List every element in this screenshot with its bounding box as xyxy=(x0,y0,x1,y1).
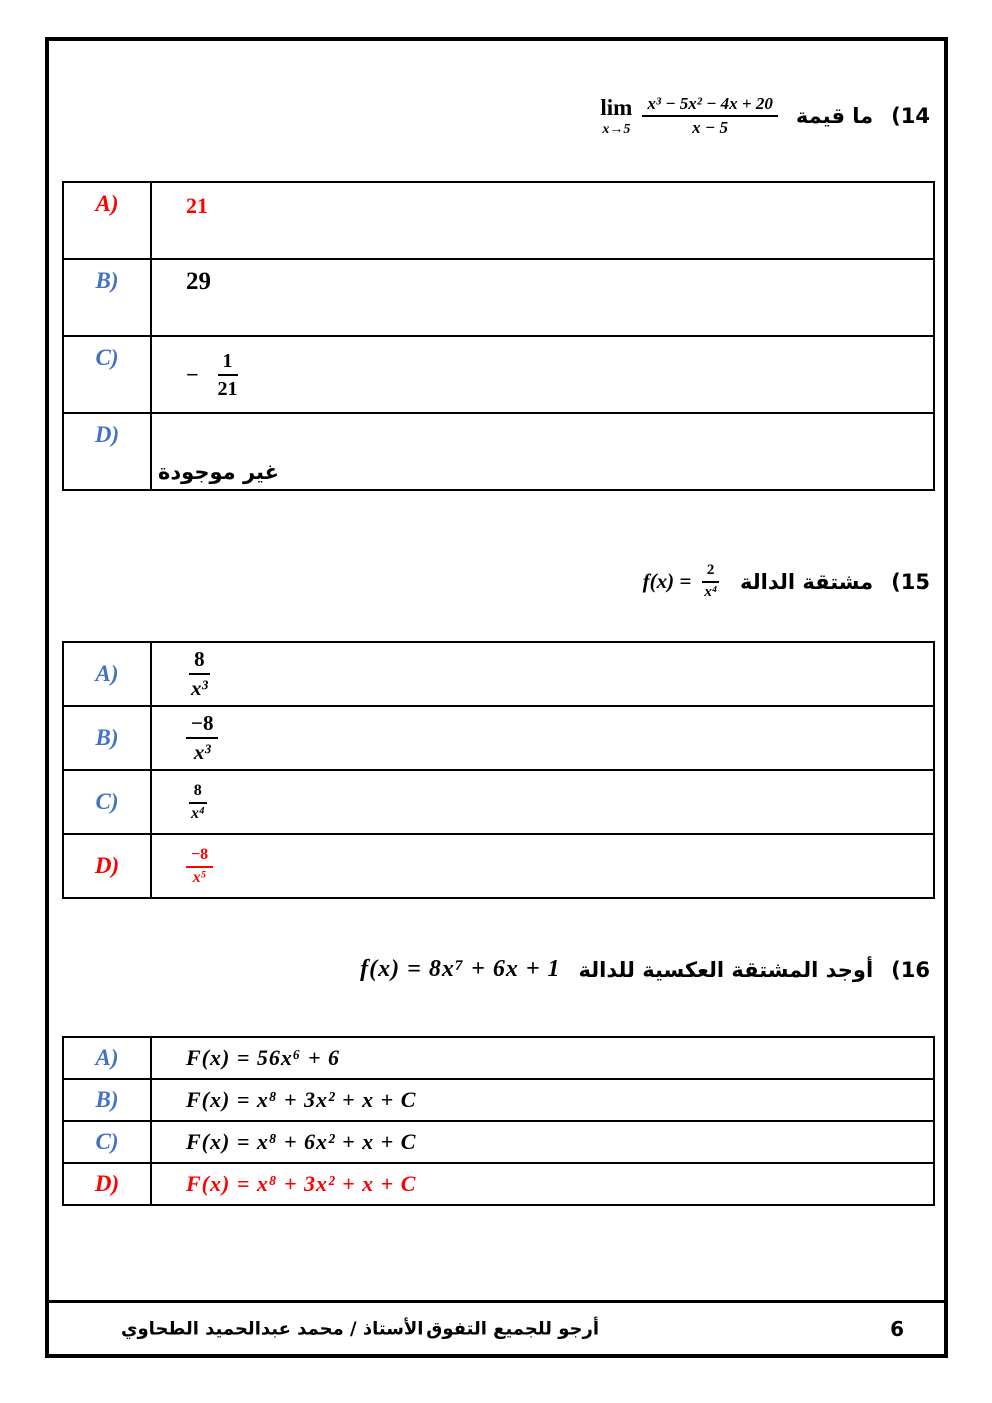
question-14-prompt: ما قيمة xyxy=(795,104,874,129)
question-16-option-letter-d: D) xyxy=(63,1163,151,1205)
option-c-fraction-denominator: 21 xyxy=(217,377,238,400)
limit-op-text: lim xyxy=(600,94,633,120)
question-14-option-d-value: غير موجودة xyxy=(158,460,279,484)
question-15-option-row-d xyxy=(63,834,934,898)
function-fraction-denominator: x⁴ xyxy=(704,583,718,600)
question-14-option-b-cell xyxy=(151,259,934,336)
option-d-fraction-denominator: x⁵ xyxy=(192,868,207,886)
question-15-number: (15 xyxy=(891,569,930,594)
option-c-fraction-numerator: 1 xyxy=(218,348,238,376)
question-16-option-c-cell xyxy=(151,1121,934,1163)
question-15-option-letter-d: D) xyxy=(63,834,151,898)
footer-wish-text: أرجو للجميع التفوق xyxy=(426,1318,599,1339)
question-15-option-letter-c: C) xyxy=(63,770,151,834)
question-16-option-b-value: F(x) = x⁸ + 3x² + x + C xyxy=(186,1087,417,1112)
function-fraction-numerator: 2 xyxy=(702,561,720,583)
question-15-option-c-cell xyxy=(151,770,934,834)
option-a-fraction-denominator: x³ xyxy=(191,676,208,700)
limit-fraction-denominator: x − 5 xyxy=(692,118,728,138)
question-14-option-d-cell xyxy=(151,413,934,490)
question-16-option-letter-a: A) xyxy=(63,1037,151,1079)
question-16-option-row-b xyxy=(63,1079,934,1121)
option-c-fraction-denominator: x⁴ xyxy=(191,804,205,822)
question-16-function-expression: f(x) = 8x⁷ + 6x + 1 xyxy=(360,956,561,982)
question-15-option-b-fraction xyxy=(186,710,218,767)
question-16-prompt: أوجد المشتقة العكسية للدالة xyxy=(578,957,874,982)
question-15-header xyxy=(49,561,944,602)
question-16-option-letter-c: C) xyxy=(63,1121,151,1163)
question-15-prompt: مشتقة الدالة xyxy=(740,569,874,594)
question-16-option-row-a xyxy=(63,1037,934,1079)
question-14-option-letter-b: B) xyxy=(63,259,151,336)
limit-operator xyxy=(600,96,632,137)
question-15-option-row-a xyxy=(63,642,934,706)
question-14-option-row-b xyxy=(63,259,934,336)
limit-fraction-numerator: x³ − 5x² − 4x + 20 xyxy=(642,93,777,117)
question-14-option-row-c xyxy=(63,336,934,413)
question-15-option-row-b xyxy=(63,706,934,770)
function-lhs: f(x) = xyxy=(642,569,692,593)
option-c-fraction xyxy=(213,348,243,402)
question-15-option-a-fraction xyxy=(186,646,213,703)
minus-sign: − xyxy=(186,361,199,387)
question-16-option-b-cell xyxy=(151,1079,934,1121)
question-16-option-d-value: F(x) = x⁸ + 3x² + x + C xyxy=(186,1171,417,1196)
question-14-option-letter-d: D) xyxy=(63,413,151,490)
function-fraction xyxy=(699,561,722,602)
question-16-header xyxy=(49,956,944,983)
question-16-option-a-cell xyxy=(151,1037,934,1079)
question-14-options-table xyxy=(62,181,935,491)
question-15-option-d-cell xyxy=(151,834,934,898)
question-14-option-c-cell xyxy=(151,336,934,413)
limit-fraction xyxy=(642,93,777,139)
question-15-option-letter-b: B) xyxy=(63,706,151,770)
question-15-option-c-fraction xyxy=(186,781,210,825)
question-14-header xyxy=(49,93,944,139)
option-a-fraction-numerator: 8 xyxy=(189,646,210,675)
option-c-fraction-numerator: 8 xyxy=(189,781,207,804)
question-16-option-letter-b: B) xyxy=(63,1079,151,1121)
footer-teacher-name: الأستاذ / محمد عبدالحميد الطحاوي xyxy=(121,1318,424,1339)
question-16-option-d-cell xyxy=(151,1163,934,1205)
question-16-option-c-value: F(x) = x⁸ + 6x² + x + C xyxy=(186,1129,417,1154)
question-15-option-a-cell xyxy=(151,642,934,706)
question-16-option-row-d xyxy=(63,1163,934,1205)
page-number: 6 xyxy=(890,1316,904,1341)
option-b-fraction-numerator: −8 xyxy=(186,710,218,739)
question-14-option-b-value: 29 xyxy=(186,268,211,295)
question-14-option-a-value: 21 xyxy=(186,193,208,218)
question-16-option-a-value: F(x) = 56x⁶ + 6 xyxy=(186,1045,341,1070)
question-14-option-a-cell xyxy=(151,182,934,259)
limit-subscript: x→5 xyxy=(602,121,631,137)
question-16-number: (16 xyxy=(891,957,930,982)
question-16-option-row-c xyxy=(63,1121,934,1163)
question-16-options-table xyxy=(62,1036,935,1206)
question-14-option-row-d xyxy=(63,413,934,490)
question-15-function-expression xyxy=(643,561,722,602)
page-content-frame xyxy=(45,37,948,1358)
question-14-option-c-value xyxy=(186,348,243,402)
question-14-option-letter-c: C) xyxy=(63,336,151,413)
option-d-fraction-numerator: −8 xyxy=(186,845,213,868)
option-b-fraction-denominator: x³ xyxy=(193,740,211,764)
question-15-option-b-cell xyxy=(151,706,934,770)
question-15-option-letter-a: A) xyxy=(63,642,151,706)
question-14-limit-expression xyxy=(600,93,777,139)
page-footer xyxy=(49,1300,944,1354)
question-14-option-letter-a: A) xyxy=(63,182,151,259)
question-14-number: (14 xyxy=(891,104,930,129)
question-15-option-row-c xyxy=(63,770,934,834)
question-14-option-row-a xyxy=(63,182,934,259)
question-15-options-table xyxy=(62,641,935,899)
question-15-option-d-fraction xyxy=(186,845,213,889)
